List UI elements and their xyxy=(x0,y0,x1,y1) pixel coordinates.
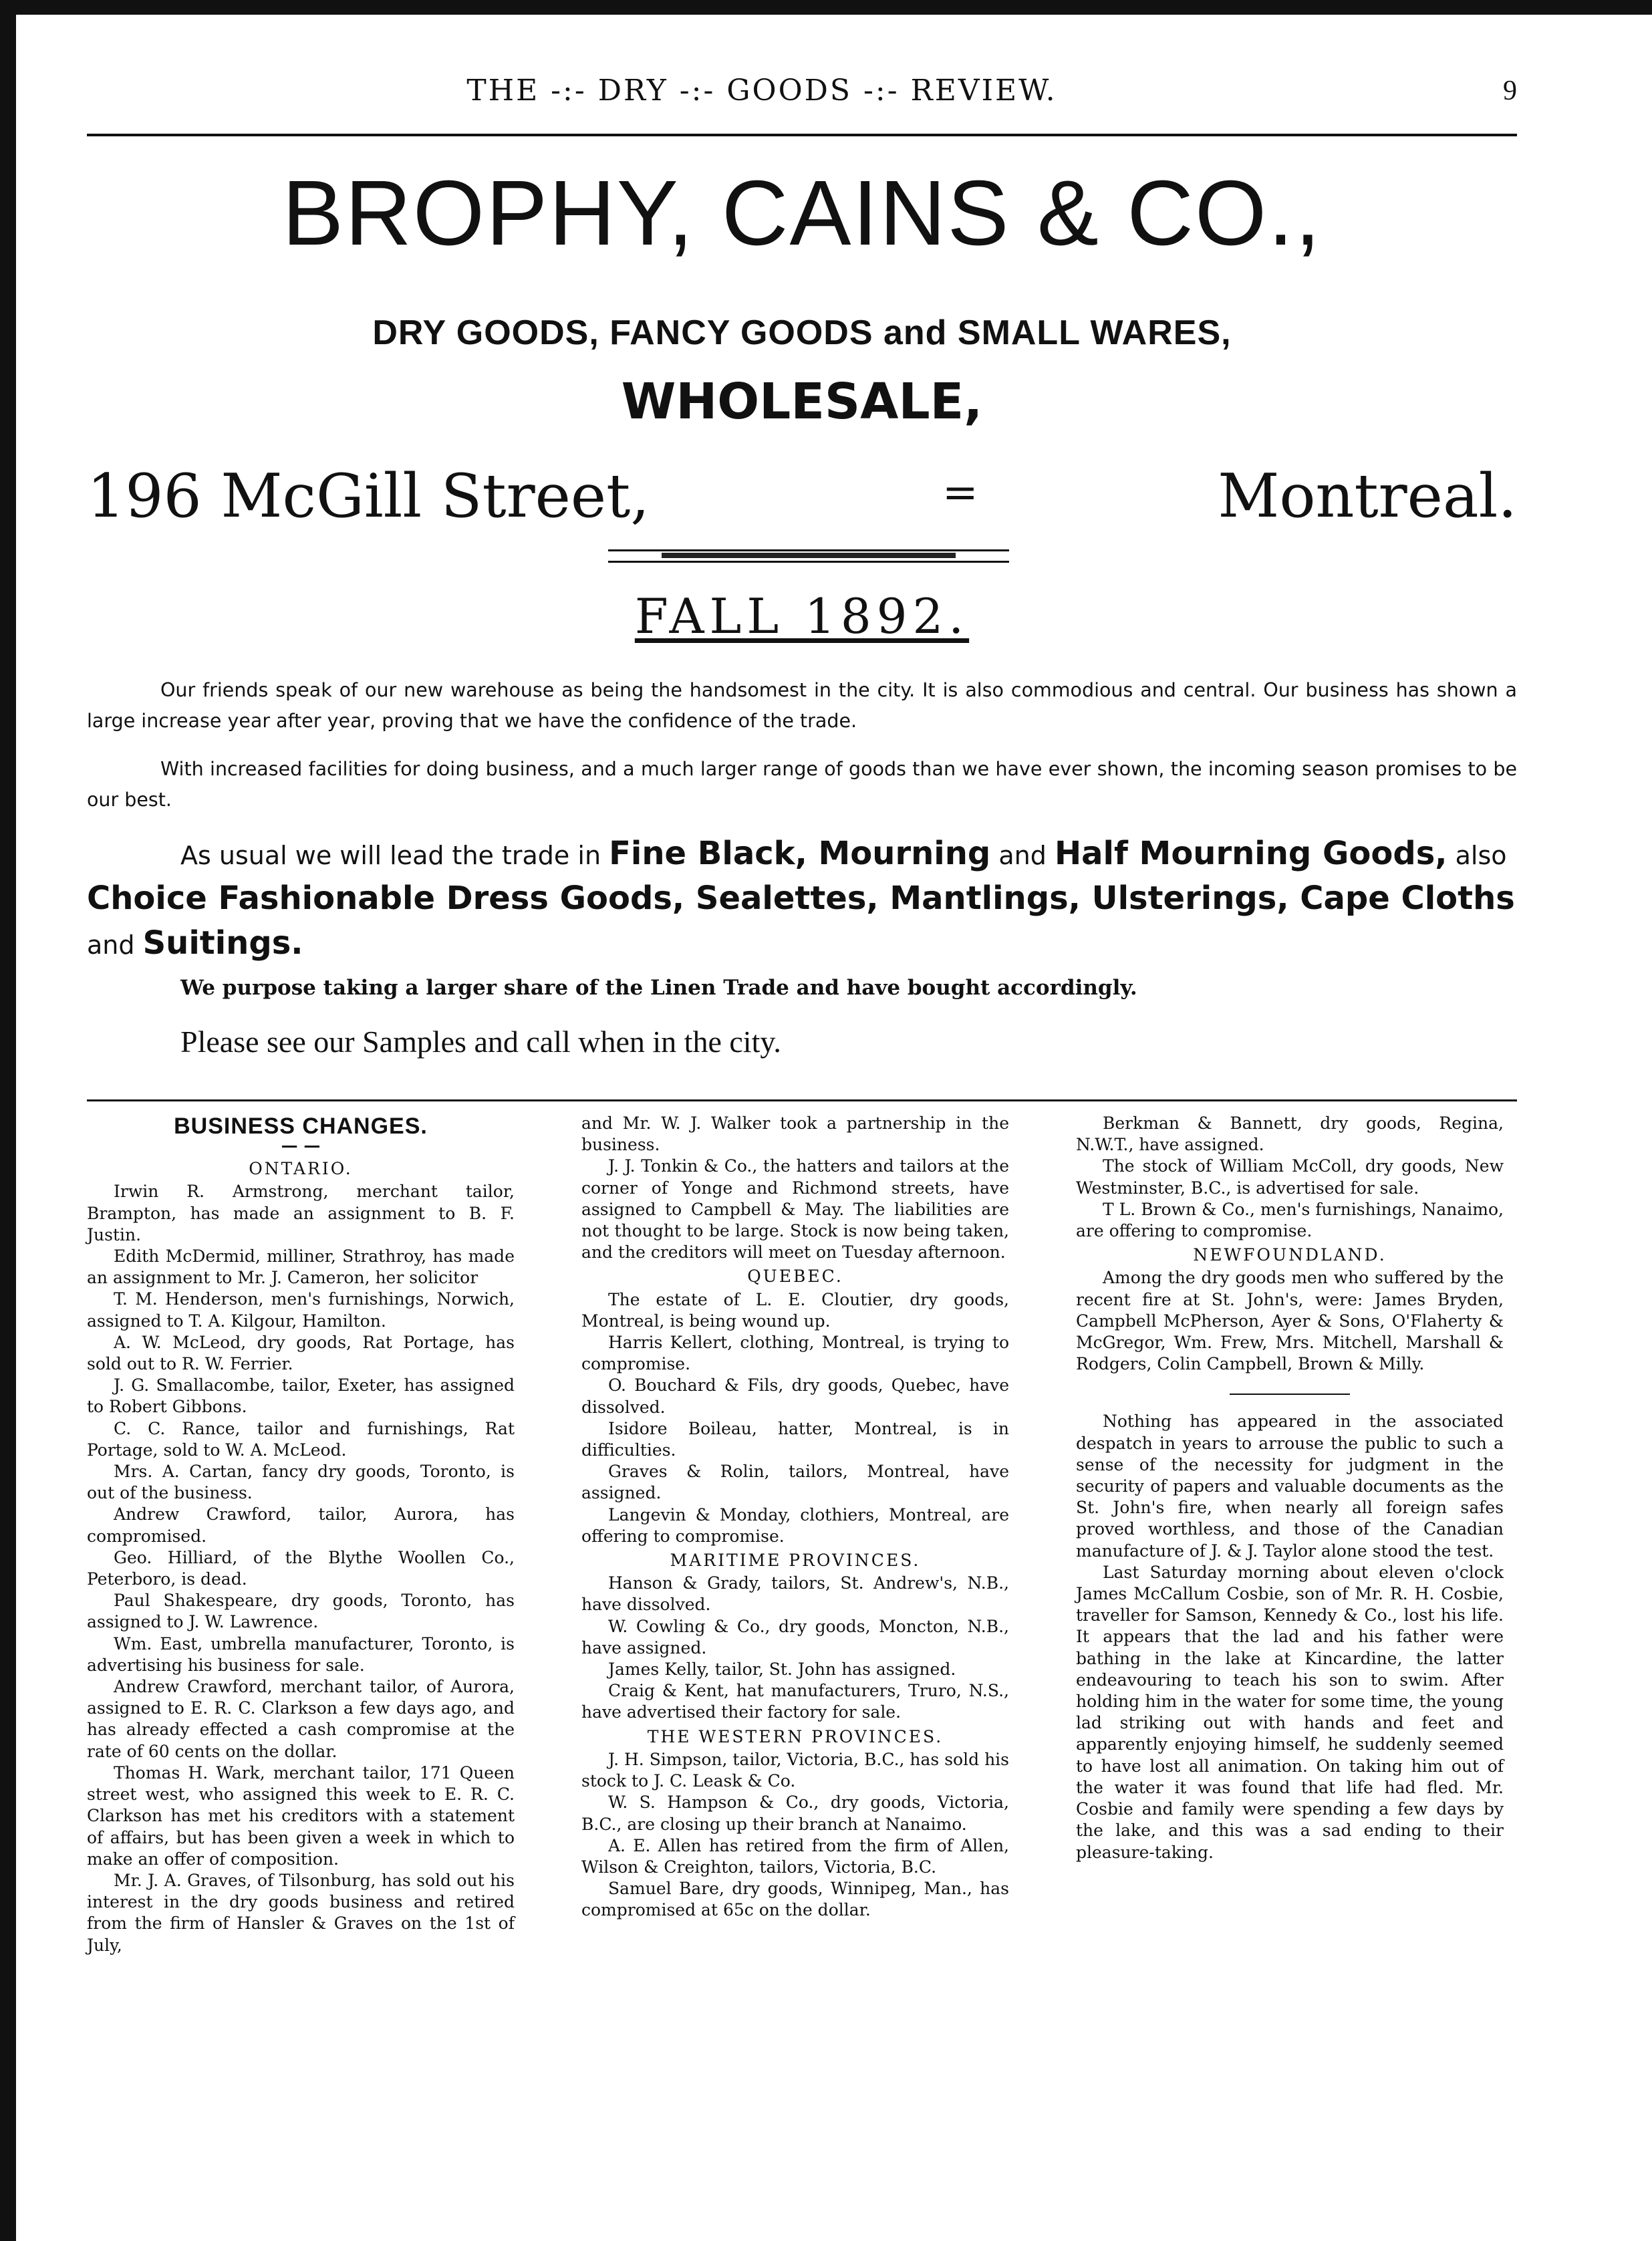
lead-bold-1: Fine Black, Mourning xyxy=(609,835,991,872)
news-entry: Wm. East, umbrella manufacturer, Toronto, is advertising his business for sale. xyxy=(87,1633,515,1675)
ad-goods-line: DRY GOODS, FANCY GOODS and SMALL WARES, xyxy=(372,313,1232,352)
ad-paragraph-warehouse: Our friends speak of our new warehouse as being the handsomest in the city. It is also commodious and central. Our business has shown a large increase year after year, proving that we have the confidence of the trade. xyxy=(87,679,1517,732)
news-entry: Among the dry goods men who suffered by the recent fire at St. John's, were: James Bryden, Campbell McPherson, Ayer & Sons, O'Flaherty & McGregor, Wm. Frew, Mrs. Mitchell, Marshall & Rodgers, Colin Campbell, Brown & Milly. xyxy=(1076,1268,1504,1374)
lead-text-1: As usual we will lead the trade in xyxy=(180,841,609,870)
news-entry: C. C. Rance, tailor and furnishings, Rat Portage, sold to W. A. McLeod. xyxy=(87,1418,515,1460)
news-entry: O. Bouchard & Fils, dry goods, Quebec, have dissolved. xyxy=(581,1375,1009,1417)
section-newfoundland: NEWFOUNDLAND. xyxy=(1193,1245,1387,1265)
news-entry: The stock of William McColl, dry goods, New Westminster, B.C., is advertised for sale. xyxy=(1076,1156,1504,1198)
ad-paragraph-facilities: With increased facilities for doing business, and a much larger range of goods than we have ever shown, the incoming season promises to be our best. xyxy=(87,758,1517,811)
address-city: Montreal. xyxy=(1218,461,1517,531)
news-entry: J. G. Smallacombe, tailor, Exeter, has assigned to Robert Gibbons. xyxy=(87,1375,515,1417)
column-2 xyxy=(581,1113,1009,1922)
news-entry: Craig & Kent, hat manufacturers, Truro, N.S., have advertised their factory for sale. xyxy=(581,1681,1009,1722)
news-entry: J. H. Simpson, tailor, Victoria, B.C., has sold his stock to J. C. Leask & Co. xyxy=(581,1749,1009,1791)
ad-lead-paragraph xyxy=(87,832,1517,966)
news-entry: T L. Brown & Co., men's furnishings, Nanaimo, are offering to compromise. xyxy=(1076,1199,1504,1241)
section-western-provinces: THE WESTERN PROVINCES. xyxy=(647,1726,944,1746)
section-rule xyxy=(87,1099,1517,1101)
lead-text-2: and xyxy=(990,841,1055,870)
lead-bold-2: Half Mourning Goods, xyxy=(1054,835,1448,872)
news-entry: Samuel Bare, dry goods, Winnipeg, Man., has compromised at 65c on the dollar. xyxy=(581,1879,1009,1920)
news-entry: Thomas H. Wark, merchant tailor, 171 Queen street west, who assigned this week to E. R. C. Clarkson has met his creditors with a statement of affairs, but has been given a week in which to make an offer of composition. xyxy=(87,1762,515,1869)
column-divider xyxy=(1230,1394,1350,1395)
season-heading: FALL 1892. xyxy=(634,588,970,644)
section-quebec: QUEBEC. xyxy=(747,1267,843,1287)
news-entry: Nothing has appeared in the associated despatch in years to arrouse the public to such a sense of the necessity for judgment in the security of papers and valuable documents as the St. John's fire, when nearly all foreign safes proved worthless, and those of the Canadian manufacture of J. & J. Taylor alone stood the test. xyxy=(1076,1412,1504,1561)
news-entry: Last Saturday morning about eleven o'clock James McCallum Cosbie, son of Mr. R. H. Cosbie, traveller for Samson, Kennedy & Co., lost his life. It appears that the lad and his father were bathing in the lake at Kincardine, the latter endeavouring to teach his son to swim. After holding him in the water for some time, the young lad striking out with hands and feet and apparently enjoying himself, he suddenly seemed to have lost all animation. On taking him out of the water it was found that life had fled. Mr. Cosbie and family were spending a few days by the lake, and this was a sad ending to their pleasure-taking. xyxy=(1076,1562,1504,1862)
news-entry: Mrs. A. Cartan, fancy dry goods, Toronto, is out of the business. xyxy=(87,1462,515,1503)
business-changes-heading: BUSINESS CHANGES. xyxy=(174,1113,428,1139)
column-1 xyxy=(87,1113,515,1956)
lead-bold-3: Choice Fashionable Dress Goods, Sealettes, Mantlings, Ulsterings, Cape Cloths xyxy=(87,880,1515,917)
news-entry: Harris Kellert, clothing, Montreal, is trying to compromise. xyxy=(581,1333,1009,1374)
news-entry: James Kelly, tailor, St. John has assigned. xyxy=(608,1660,956,1680)
news-entry: W. Cowling & Co., dry goods, Moncton, N.B., have assigned. xyxy=(581,1616,1009,1658)
address-separator: = xyxy=(942,468,978,517)
firm-name: BROPHY, CAINS & CO., xyxy=(282,162,1322,265)
header-rule xyxy=(87,134,1517,136)
news-entry: Berkman & Bannett, dry goods, Regina, N.W.T., have assigned. xyxy=(1076,1113,1504,1155)
news-entry: Hanson & Grady, tailors, St. Andrew's, N.B., have dissolved. xyxy=(581,1573,1009,1615)
lead-text-4: and xyxy=(87,930,143,960)
samples-note: Please see our Samples and call when in the city. xyxy=(180,1025,781,1059)
left-border xyxy=(0,0,16,2241)
section-maritime-provinces: MARITIME PROVINCES. xyxy=(670,1551,921,1571)
news-entry: Geo. Hilliard, of the Blythe Woollen Co., Peterboro, is dead. xyxy=(87,1547,515,1589)
news-entry: and Mr. W. J. Walker took a partnership in the business. xyxy=(581,1113,1009,1155)
running-head xyxy=(87,74,1517,120)
news-entry: A. W. McLeod, dry goods, Rat Portage, has sold out to R. W. Ferrier. xyxy=(87,1332,515,1374)
news-entry: T. M. Henderson, men's furnishings, Norwich, assigned to T. A. Kilgour, Hamilton. xyxy=(87,1289,515,1331)
news-entry: Edith McDermid, milliner, Strathroy, has made an assignment to Mr. J. Cameron, her solicitor xyxy=(87,1246,515,1288)
page-number: 9 xyxy=(1503,76,1517,106)
linen-trade-note: We purpose taking a larger share of the Linen Trade and have bought accordingly. xyxy=(180,976,1137,1000)
address-street: 196 McGill Street, xyxy=(87,461,650,531)
lead-bold-4: Suitings. xyxy=(142,924,303,962)
lead-text-3: also xyxy=(1447,841,1507,870)
news-entry: A. E. Allen has retired from the firm of Allen, Wilson & Creighton, tailors, Victoria, B.C. xyxy=(581,1835,1009,1877)
news-entry: Andrew Crawford, tailor, Aurora, has compromised. xyxy=(87,1504,515,1546)
news-entry: Graves & Rolin, tailors, Montreal, have assigned. xyxy=(581,1462,1009,1503)
news-entry: Irwin R. Armstrong, merchant tailor, Brampton, has made an assignment to B. F. Justin. xyxy=(87,1182,515,1244)
section-ontario: ONTARIO. xyxy=(249,1159,353,1179)
ad-wholesale-line: WHOLESALE, xyxy=(621,373,983,430)
publication-title: THE -:- DRY -:- GOODS -:- REVIEW. xyxy=(466,74,1057,108)
news-entry: Paul Shakespeare, dry goods, Toronto, has assigned to J. W. Lawrence. xyxy=(87,1591,515,1632)
column-3 xyxy=(1076,1113,1504,1863)
news-entry: J. J. Tonkin & Co., the hatters and tailors at the corner of Yonge and Richmond streets, have assigned to Campbell & May. The liabilities are not thought to be large. Stock is now being taken, and the creditors will meet on Tuesday afternoon. xyxy=(581,1156,1009,1263)
news-entry: The estate of L. E. Cloutier, dry goods, Montreal, is being wound up. xyxy=(581,1289,1009,1331)
heading-dash: — — xyxy=(281,1136,321,1156)
ornament-rule xyxy=(608,549,1009,563)
news-entry: Isidore Boileau, hatter, Montreal, is in difficulties. xyxy=(581,1418,1009,1460)
top-border xyxy=(0,0,1652,15)
news-entry: Langevin & Monday, clothiers, Montreal, are offering to compromise. xyxy=(581,1504,1009,1546)
news-entry: Andrew Crawford, merchant tailor, of Aurora, assigned to E. R. C. Clarkson a few days ago, and has already effected a cash compromise at the rate of 60 cents on the dollar. xyxy=(87,1677,515,1761)
news-entry: Mr. J. A. Graves, of Tilsonburg, has sold out his interest in the dry goods business and retired from the firm of Hansler & Graves on the 1st of July, xyxy=(87,1870,515,1955)
news-entry: W. S. Hampson & Co., dry goods, Victoria, B.C., are closing up their branch at Nanaimo. xyxy=(581,1793,1009,1834)
